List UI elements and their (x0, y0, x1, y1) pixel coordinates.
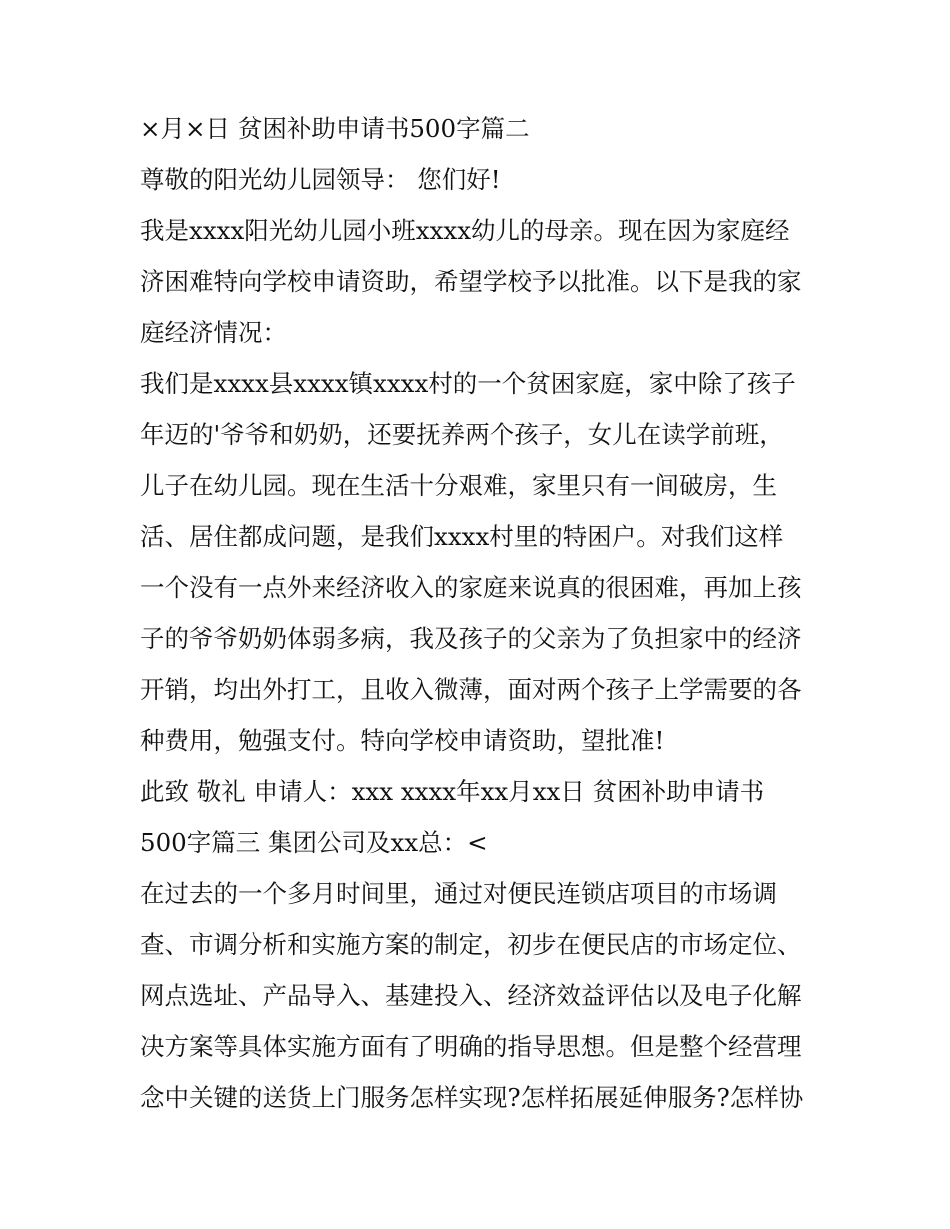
paragraph-line: 查、市调分析和实施方案的制定，初步在便民店的市场定位、 (140, 930, 802, 959)
section-heading-line: 500字篇三 集团公司及xx总：< (140, 828, 488, 857)
paragraph-line: 子的爷爷奶奶体弱多病，我及孩子的父亲为了负担家中的经济 (140, 624, 802, 653)
paragraph-line: 网点选址、产品导入、基建投入、经济效益评估以及电子化解 (140, 981, 802, 1010)
paragraph-line: 在过去的一个多月时间里，通过对便民连锁店项目的市场调 (140, 879, 777, 908)
paragraph-line: 年迈的'爷爷和奶奶，还要抚养两个孩子，女儿在读学前班， (140, 420, 784, 449)
paragraph-line: 庭经济情况： (140, 318, 287, 347)
closing-line: 此致 敬礼 申请人：xxx xxxx年xx月xx日 贫困补助申请书 (140, 777, 765, 806)
document-body (140, 108, 830, 1128)
paragraph-line: 济困难特向学校申请资助，希望学校予以批准。以下是我的家 (140, 267, 802, 296)
paragraph-line: 念中关键的送货上门服务怎样实现?怎样拓展延伸服务?怎样协 (140, 1083, 804, 1112)
document-heading-line: ×月×日 贫困补助申请书500字篇二 (140, 114, 530, 143)
paragraph-line: 开销，均出外打工，且收入微薄，面对两个孩子上学需要的各 (140, 675, 802, 704)
paragraph-line: 儿子在幼儿园。现在生活十分艰难，家里只有一间破房，生 (140, 471, 777, 500)
paragraph-line: 一个没有一点外来经济收入的家庭来说真的很困难，再加上孩 (140, 573, 802, 602)
paragraph-line: 种费用，勉强支付。特向学校申请资助，望批准! (140, 726, 665, 755)
paragraph-line: 我是xxxx阳光幼儿园小班xxxx幼儿的母亲。现在因为家庭经 (140, 216, 790, 245)
paragraph-line: 决方案等具体实施方面有了明确的指导思想。但是整个经营理 (140, 1032, 802, 1061)
paragraph-line: 活、居住都成问题，是我们xxxx村里的特困户。对我们这样 (140, 522, 784, 551)
salutation-line: 尊敬的阳光幼儿园领导： 您们好! (140, 165, 501, 194)
paragraph-line: 我们是xxxx县xxxx镇xxxx村的一个贫困家庭，家中除了孩子 (140, 369, 796, 398)
